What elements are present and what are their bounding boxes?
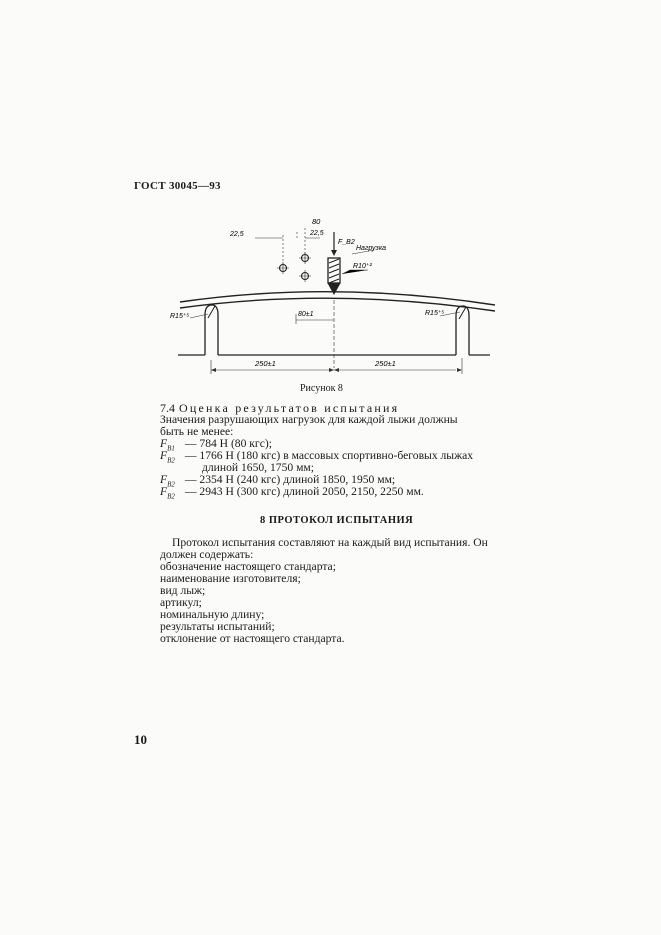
- span-left-label: 250±1: [255, 359, 276, 368]
- load-punch-hatch: [329, 259, 339, 283]
- section-8-line-8: результаты испытаний;: [160, 620, 275, 633]
- right-dim-label: 22,5: [310, 230, 324, 237]
- intro-line-2: быть не менее:: [160, 425, 234, 438]
- section-8-line-3: обозначение настоящего стандарта;: [160, 560, 336, 573]
- load-row-2: $F_{B2}$ — 1766 Н (180 кгс) в массовых спортивно-беговых лыжах: [160, 450, 473, 467]
- force-symbol: $F_{B2}$: [160, 473, 175, 489]
- section-title-text: Оценка результатов испытания: [179, 401, 400, 415]
- force-arrow-head: [331, 250, 337, 256]
- force-symbol: $F_{B2}$: [160, 485, 175, 501]
- force-symbol: $F_{B2}$: [160, 449, 175, 465]
- tip-radius-leader: [342, 270, 368, 274]
- section-number: 7.4: [160, 401, 175, 415]
- section-8-line-6: артикул;: [160, 596, 202, 609]
- offset-dim-label: 80±1: [298, 311, 314, 318]
- left-support-hatch: [208, 306, 215, 318]
- figure-caption: Рисунок 8: [300, 383, 343, 394]
- load-row-3: $F_{B2}$ — 2354 Н (240 кгс) длиной 1850, 1950 мм;: [160, 474, 395, 491]
- test-setup-figure: [160, 210, 505, 385]
- page-number: 10: [134, 732, 147, 747]
- load-row-4: $F_{B2}$ — 2943 Н (300 кгс) длиной 2050, 2150, 2250 мм.: [160, 486, 424, 503]
- section-8-heading: 8 ПРОТОКОЛ ИСПЫТАНИЯ: [260, 515, 414, 526]
- force-label: F_B2: [338, 239, 355, 246]
- load-label: Нагрузка: [356, 245, 387, 252]
- tip-radius-label: R10⁺²: [353, 263, 372, 270]
- left-radius-label: R15⁺⁵: [170, 313, 190, 320]
- document-header: ГОСТ 30045—93: [134, 180, 221, 192]
- load-row-1: $F_{B1}$ — 784 Н (80 кгс);: [160, 438, 272, 455]
- top-dim-label: 80: [312, 217, 321, 226]
- load-row-2-cont: длиной 1650, 1750 мм;: [202, 461, 314, 474]
- section-8-line-4: наименование изготовителя;: [160, 572, 301, 585]
- section-8-line-1: Протокол испытания составляют на каждый вид испытания. Он: [172, 536, 488, 549]
- right-radius-label: R15⁺⁵: [425, 310, 445, 317]
- section-8-line-9: отклонение от настоящего стандарта.: [160, 632, 345, 645]
- intro-line-1: Значения разрушающих нагрузок для каждой лыжи должны: [160, 413, 458, 426]
- section-8-line-7: номинальную длину;: [160, 608, 265, 621]
- force-symbol: $F_{B1}$: [160, 437, 175, 453]
- span-right-label: 250±1: [375, 359, 396, 368]
- section-8-line-5: вид лыж;: [160, 584, 206, 597]
- right-support-hatch: [459, 307, 466, 319]
- screw-crosshairs: [277, 252, 311, 282]
- left-dim-label: 22,5: [230, 231, 244, 238]
- section-8-line-2: должен содержать:: [160, 548, 254, 561]
- ski-bottom-edge: [180, 298, 495, 311]
